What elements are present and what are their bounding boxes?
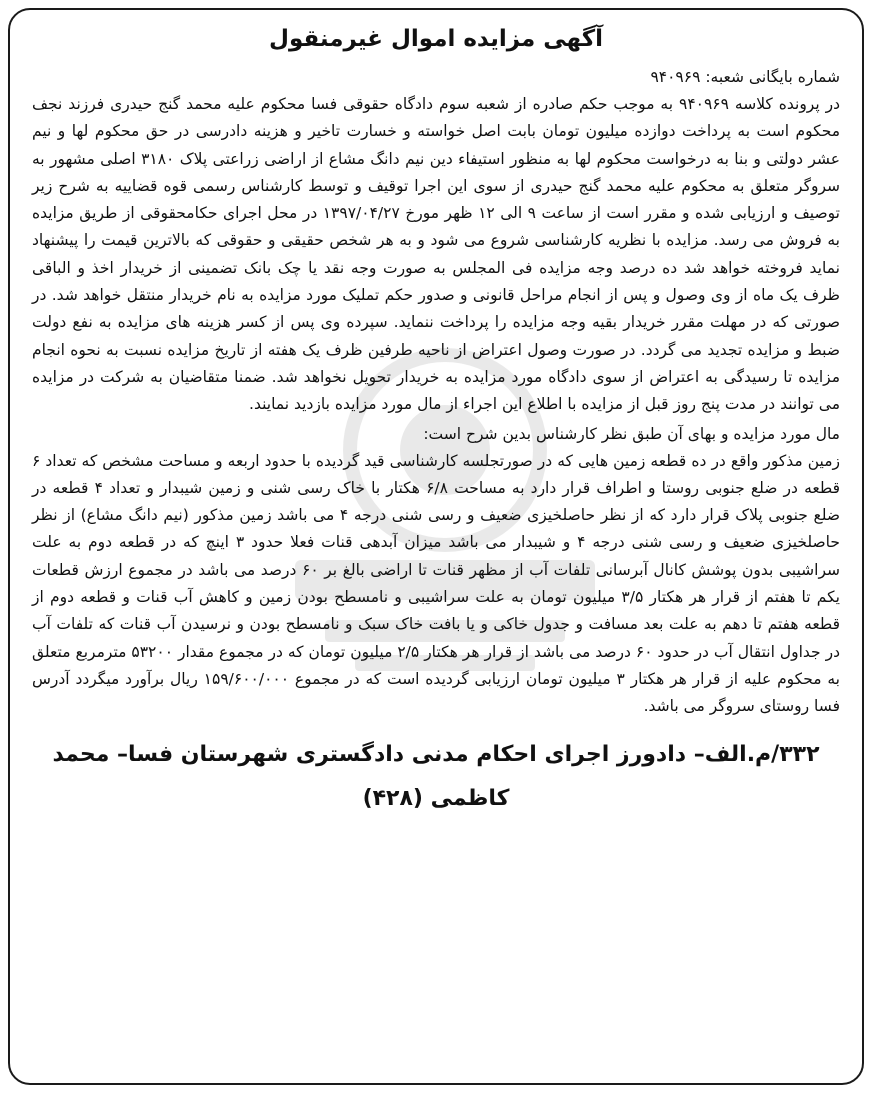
body-paragraph: در پرونده کلاسه ۹۴۰۹۶۹ به موجب حکم صادره از شعبه سوم دادگاه حقوقی فسا محکوم علیه محمد گنج حیدری فرزند نجف محکوم است به پرداخت دوازده میلیون تومان بابت اصل خواسته و خسارت تاخیر و هزینه دادرسی در حق محکوم لها و نیم عشر دولتی و بنا به درخواست محکوم لها به منظور استیفاء دین نیم دانگ مشاع از اراضی زراعتی پلاک ۳۱۸۰ اصلی مشهور به سروگر متعلق به محکوم علیه محمد گنج حیدری از سوی این اجرا توقیف و توسط کارشناس رسمی قوه قضاییه به شرح زیر توصیف و ارزیابی شده و مقرر است از ساعت ۹ الی ۱۲ ظهر مورخ ۱۳۹۷/۰۴/۲۷ در محل اجرای حکامحقوقی از طریق مزایده به فروش می رسد. مزایده با نظریه کارشناسی شروع می شود و به هر شخص حقیقی و حقوقی که بالاترین قیمت را پیشنهاد نماید فروخته خواهد شد ده درصد وجه مزایده فی المجلس به صورت وجه نقد یا چک بانک تضمینی از خریدار اخذ و الباقی ظرف یک ماه از وی وصول و پس از انجام مراحل قانونی و صدور حکم تملیک مورد مزایده به نام خریدار منتقل خواهد شد. در صورتی که در مهلت مقرر خریدار بقیه وجه مزایده را پرداخت ننماید. سپرده وی پس از کسر هزینه های مزایده به نفع دولت ضبط و مزایده تجدید می گردد. در صورت وصول اعتراض از ناحیه طرفین ظرف یک هفته از تاریخ مزایده نسبت به نحوه انجام مزایده تا رسیدگی به اعتراض از سوی دادگاه مورد مزایده به خریدار تحویل نخواهد شد. ضمنا متقاضیان به شرکت در مزایده می توانند در مدت پنج روز قبل از مزایده با اطلاع این اجراء از مال مورد مزایده بازدید نمایند. (32, 95, 841, 414)
property-paragraph: زمین مذکور واقع در ده قطعه زمین هایی که در صورتجلسه کارشناسی قید گردیده با حدود اربعه و مساحت مشخص که تعداد ۶ قطعه در ضلع جنوبی روستا و اطراف قرار دارد به مساحت ۶/۸ هکتار با خاک رسی شنی و زمین شیبدار و تعداد ۴ قطعه در ضلع جنوبی پلاک قرار دارد که از نظر حاصلخیزی ضعیف و رسی شنی درجه ۴ می باشد زمین مذکور (نیم دانگ مشاع) از نظر حاصلخیزی ضعیف و رسی شنی درجه ۴ و شیبدار می باشد میزان آبدهی قنات فعلا حدود ۳ اینچ که در قطعه دوم به علت سراشیبی بدون پوشش کانال آبرسانی تلفات آب از مظهر قنات تا اراضی بالغ بر ۶۰ درصد می باشد در مجموع ارزش قطعات یکم تا هفتم از قرار هر هکتار ۳/۵ میلیون تومان به علت سراشیبی و نامسطح بودن زمین و کاهش آب قنات و قطعه دوم از قطعه هفتم تا دهم به علت بعد مسافت و جدول خاکی و یا بافت خاک سبک و نامسطح بودن و نرسیدن آب قنات که تلفات آب در جداول انتقال آب در حدود ۶۰ درصد می باشد از قرار هر هکتار ۲/۵ میلیون تومان که در مجموع مقدار ۵۳۲۰۰ مترمربع متعلق به محکوم علیه از قرار هر هکتار ۳ میلیون تومان ارزیابی گردیده است که در مجموع ۱۵۹/۶۰۰/۰۰۰ ریال برآورد میگردد آدرس فسا روستای سروگر می باشد. (32, 451, 840, 716)
footer-line-2: کاظمی (۴۲۸) (362, 785, 510, 811)
notice-footer (32, 733, 840, 821)
footer-line-1: ۳۳۲/م.الف– دادورز اجرای احکام مدنی دادگستری شهرستان فسا– محمد (52, 741, 820, 767)
notice-title: آگهی مزایده اموال غیرمنقول (268, 26, 604, 52)
property-lead: مال مورد مزایده و بهای آن طبق نظر کارشناس بدین شرح است: (423, 424, 840, 443)
case-number: شماره بایگانی شعبه: ۹۴۰۹۶۹ (650, 68, 840, 86)
notice-frame (8, 8, 864, 1085)
